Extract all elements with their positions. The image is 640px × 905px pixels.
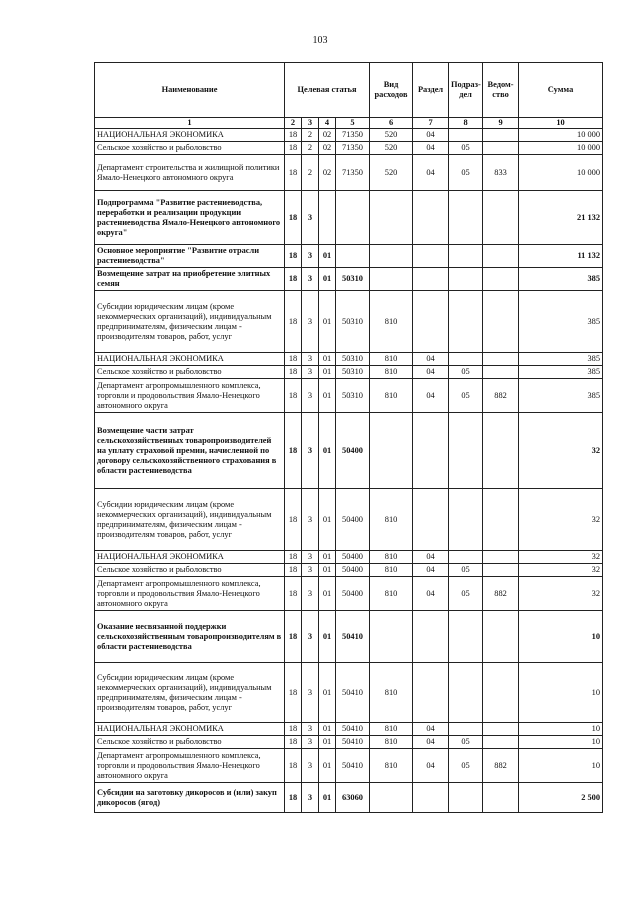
subsection-cell (449, 291, 483, 353)
department-cell (483, 736, 519, 749)
section-cell (413, 783, 449, 813)
expense-type-cell: 520 (370, 129, 413, 142)
table-row (95, 268, 603, 291)
target-code-3: 01 (319, 268, 336, 291)
target-code-1: 18 (285, 129, 302, 142)
expense-type-cell: 810 (370, 291, 413, 353)
department-cell (483, 611, 519, 663)
name-cell: Сельское хозяйство и рыболовство (95, 366, 285, 379)
subsection-cell (449, 353, 483, 366)
department-cell (483, 723, 519, 736)
target-code-4: 50400 (336, 413, 370, 489)
department-cell (483, 783, 519, 813)
target-code-3: 01 (319, 577, 336, 611)
target-code-1: 18 (285, 191, 302, 245)
department-cell: 882 (483, 749, 519, 783)
section-cell: 04 (413, 353, 449, 366)
target-code-2: 3 (302, 723, 319, 736)
target-code-4: 50400 (336, 489, 370, 551)
table-row (95, 663, 603, 723)
target-code-4: 50410 (336, 736, 370, 749)
expense-type-cell: 520 (370, 155, 413, 191)
target-code-3: 01 (319, 749, 336, 783)
name-cell: НАЦИОНАЛЬНАЯ ЭКОНОМИКА (95, 551, 285, 564)
table-row (95, 379, 603, 413)
expense-type-cell: 810 (370, 577, 413, 611)
expense-type-cell: 810 (370, 551, 413, 564)
name-cell: Сельское хозяйство и рыболовство (95, 736, 285, 749)
subsection-cell (449, 129, 483, 142)
target-code-4: 71350 (336, 155, 370, 191)
target-code-2: 3 (302, 489, 319, 551)
table-row (95, 783, 603, 813)
target-code-4: 50410 (336, 611, 370, 663)
target-code-3: 01 (319, 291, 336, 353)
target-code-2: 3 (302, 366, 319, 379)
department-cell (483, 366, 519, 379)
department-cell (483, 564, 519, 577)
sum-cell: 32 (519, 413, 603, 489)
column-number: 8 (449, 118, 483, 129)
expense-type-cell (370, 245, 413, 268)
sum-cell: 21 132 (519, 191, 603, 245)
expense-type-cell: 810 (370, 366, 413, 379)
table-row (95, 155, 603, 191)
section-cell: 04 (413, 723, 449, 736)
expense-type-cell: 810 (370, 663, 413, 723)
department-cell (483, 489, 519, 551)
target-code-2: 3 (302, 564, 319, 577)
subsection-cell (449, 191, 483, 245)
target-code-4: 71350 (336, 142, 370, 155)
section-cell: 04 (413, 366, 449, 379)
subsection-cell: 05 (449, 564, 483, 577)
expense-type-cell (370, 268, 413, 291)
column-number: 7 (413, 118, 449, 129)
name-cell: Сельское хозяйство и рыболовство (95, 564, 285, 577)
department-cell (483, 353, 519, 366)
department-cell (483, 551, 519, 564)
table-row (95, 413, 603, 489)
department-cell (483, 663, 519, 723)
column-number: 6 (370, 118, 413, 129)
target-code-2: 3 (302, 291, 319, 353)
target-code-1: 18 (285, 245, 302, 268)
target-code-1: 18 (285, 413, 302, 489)
subsection-cell (449, 551, 483, 564)
target-code-4: 50310 (336, 353, 370, 366)
target-code-2: 3 (302, 413, 319, 489)
target-code-2: 3 (302, 749, 319, 783)
subsection-cell (449, 663, 483, 723)
target-code-2: 3 (302, 379, 319, 413)
target-code-1: 18 (285, 379, 302, 413)
target-code-3: 01 (319, 366, 336, 379)
section-cell (413, 663, 449, 723)
expense-type-cell: 810 (370, 379, 413, 413)
target-code-1: 18 (285, 268, 302, 291)
target-code-4: 50310 (336, 291, 370, 353)
table-row (95, 551, 603, 564)
name-cell: НАЦИОНАЛЬНАЯ ЭКОНОМИКА (95, 353, 285, 366)
target-code-1: 18 (285, 723, 302, 736)
sum-cell: 385 (519, 291, 603, 353)
column-number: 4 (319, 118, 336, 129)
target-code-4: 71350 (336, 129, 370, 142)
target-code-3: 01 (319, 353, 336, 366)
target-code-4 (336, 245, 370, 268)
sum-cell: 10 000 (519, 142, 603, 155)
name-cell: НАЦИОНАЛЬНАЯ ЭКОНОМИКА (95, 129, 285, 142)
name-cell: НАЦИОНАЛЬНАЯ ЭКОНОМИКА (95, 723, 285, 736)
subsection-cell (449, 611, 483, 663)
target-code-1: 18 (285, 551, 302, 564)
sum-cell: 10 (519, 723, 603, 736)
department-cell: 882 (483, 577, 519, 611)
target-code-3: 01 (319, 564, 336, 577)
target-code-2: 3 (302, 736, 319, 749)
column-numbers-row (95, 118, 603, 129)
target-code-1: 18 (285, 291, 302, 353)
target-code-1: 18 (285, 783, 302, 813)
target-code-1: 18 (285, 155, 302, 191)
name-cell: Подпрограмма "Развитие растениеводства, переработки и реализации продукции растениеводства Ямало-Ненецкого автономного округа" (95, 191, 285, 245)
subsection-cell: 05 (449, 736, 483, 749)
target-code-4: 50410 (336, 663, 370, 723)
header-sum: Сумма (519, 63, 603, 118)
name-cell: Субсидии юридическим лицам (кроме некоммерческих организаций), индивидуальным предпринимателям, физическим лицам - производителям товаров, работ, услуг (95, 663, 285, 723)
section-cell: 04 (413, 379, 449, 413)
expense-type-cell: 810 (370, 353, 413, 366)
department-cell (483, 245, 519, 268)
subsection-cell: 05 (449, 749, 483, 783)
target-code-2: 2 (302, 142, 319, 155)
target-code-3: 01 (319, 783, 336, 813)
budget-table (94, 62, 603, 813)
department-cell (483, 413, 519, 489)
target-code-1: 18 (285, 564, 302, 577)
table-header-row (95, 63, 603, 118)
target-code-4 (336, 191, 370, 245)
sum-cell: 385 (519, 379, 603, 413)
name-cell: Возмещение затрат на приобретение элитных семян (95, 268, 285, 291)
target-code-3: 02 (319, 129, 336, 142)
target-code-3 (319, 191, 336, 245)
expense-type-cell (370, 611, 413, 663)
target-code-1: 18 (285, 577, 302, 611)
target-code-4: 50310 (336, 366, 370, 379)
target-code-4: 50310 (336, 379, 370, 413)
section-cell (413, 489, 449, 551)
subsection-cell: 05 (449, 142, 483, 155)
name-cell: Основное мероприятие "Развитие отрасли растениеводства" (95, 245, 285, 268)
table-row (95, 129, 603, 142)
target-code-3: 01 (319, 551, 336, 564)
header-subsection: Подраз-дел (449, 63, 483, 118)
sum-cell: 32 (519, 489, 603, 551)
target-code-3: 01 (319, 611, 336, 663)
sum-cell: 10 (519, 749, 603, 783)
table-row (95, 577, 603, 611)
sum-cell: 32 (519, 564, 603, 577)
target-code-2: 3 (302, 191, 319, 245)
target-code-3: 01 (319, 663, 336, 723)
sum-cell: 10 000 (519, 155, 603, 191)
sum-cell: 385 (519, 353, 603, 366)
target-code-2: 2 (302, 129, 319, 142)
name-cell: Оказание несвязанной поддержки сельскохозяйственным товаропроизводителям в области растениеводства (95, 611, 285, 663)
target-code-4: 63060 (336, 783, 370, 813)
subsection-cell (449, 723, 483, 736)
sum-cell: 2 500 (519, 783, 603, 813)
department-cell (483, 129, 519, 142)
department-cell: 882 (483, 379, 519, 413)
target-code-3: 01 (319, 413, 336, 489)
expense-type-cell: 810 (370, 736, 413, 749)
section-cell: 04 (413, 736, 449, 749)
name-cell: Департамент агропромышленного комплекса, торговли и продовольствия Ямало-Ненецкого автономного округа (95, 379, 285, 413)
table-row (95, 749, 603, 783)
section-cell: 04 (413, 142, 449, 155)
table-row (95, 611, 603, 663)
target-code-1: 18 (285, 749, 302, 783)
target-code-1: 18 (285, 736, 302, 749)
table-row (95, 291, 603, 353)
table-row (95, 191, 603, 245)
target-code-2: 3 (302, 783, 319, 813)
target-code-3: 01 (319, 736, 336, 749)
subsection-cell (449, 268, 483, 291)
subsection-cell: 05 (449, 577, 483, 611)
target-code-4: 50410 (336, 723, 370, 736)
department-cell: 833 (483, 155, 519, 191)
column-number: 1 (95, 118, 285, 129)
sum-cell: 10 000 (519, 129, 603, 142)
target-code-1: 18 (285, 366, 302, 379)
header-section: Раздел (413, 63, 449, 118)
section-cell: 04 (413, 551, 449, 564)
section-cell: 04 (413, 129, 449, 142)
department-cell (483, 291, 519, 353)
subsection-cell (449, 245, 483, 268)
section-cell: 04 (413, 564, 449, 577)
target-code-1: 18 (285, 353, 302, 366)
page-number: 103 (312, 35, 328, 46)
table-row (95, 353, 603, 366)
target-code-3: 01 (319, 489, 336, 551)
header-expense-type: Вид расходов (370, 63, 413, 118)
section-cell (413, 245, 449, 268)
subsection-cell: 05 (449, 379, 483, 413)
sum-cell: 10 (519, 663, 603, 723)
section-cell: 04 (413, 577, 449, 611)
section-cell: 04 (413, 155, 449, 191)
target-code-2: 3 (302, 268, 319, 291)
table-row (95, 489, 603, 551)
department-cell (483, 268, 519, 291)
subsection-cell: 05 (449, 155, 483, 191)
sum-cell: 10 (519, 611, 603, 663)
header-name: Наименование (95, 63, 285, 118)
table-body (95, 129, 603, 813)
subsection-cell (449, 783, 483, 813)
expense-type-cell (370, 783, 413, 813)
name-cell: Субсидии на заготовку дикоросов и (или) закуп дикоросов (ягод) (95, 783, 285, 813)
sum-cell: 385 (519, 268, 603, 291)
sum-cell: 32 (519, 577, 603, 611)
target-code-3: 01 (319, 245, 336, 268)
header-target: Целевая статья (285, 63, 370, 118)
sum-cell: 10 (519, 736, 603, 749)
target-code-4: 50400 (336, 551, 370, 564)
target-code-1: 18 (285, 611, 302, 663)
subsection-cell (449, 413, 483, 489)
column-number: 5 (336, 118, 370, 129)
target-code-3: 01 (319, 379, 336, 413)
column-number: 10 (519, 118, 603, 129)
expense-type-cell: 810 (370, 564, 413, 577)
subsection-cell (449, 489, 483, 551)
table-row (95, 723, 603, 736)
section-cell (413, 291, 449, 353)
target-code-3: 02 (319, 155, 336, 191)
name-cell: Субсидии юридическим лицам (кроме некоммерческих организаций), индивидуальным предпринимателям, физическим лицам - производителям товаров, работ, услуг (95, 291, 285, 353)
name-cell: Сельское хозяйство и рыболовство (95, 142, 285, 155)
section-cell (413, 268, 449, 291)
department-cell (483, 191, 519, 245)
expense-type-cell: 810 (370, 489, 413, 551)
section-cell (413, 413, 449, 489)
column-number: 2 (285, 118, 302, 129)
section-cell (413, 191, 449, 245)
target-code-4: 50310 (336, 268, 370, 291)
column-number: 9 (483, 118, 519, 129)
target-code-2: 3 (302, 663, 319, 723)
department-cell (483, 142, 519, 155)
target-code-2: 2 (302, 155, 319, 191)
sum-cell: 11 132 (519, 245, 603, 268)
target-code-3: 02 (319, 142, 336, 155)
expense-type-cell: 810 (370, 749, 413, 783)
target-code-2: 3 (302, 245, 319, 268)
table-row (95, 366, 603, 379)
target-code-1: 18 (285, 142, 302, 155)
header-department: Ведом-ство (483, 63, 519, 118)
name-cell: Департамент агропромышленного комплекса, торговли и продовольствия Ямало-Ненецкого автономного округа (95, 749, 285, 783)
expense-type-cell (370, 413, 413, 489)
name-cell: Департамент агропромышленного комплекса, торговли и продовольствия Ямало-Ненецкого автономного округа (95, 577, 285, 611)
target-code-1: 18 (285, 663, 302, 723)
expense-type-cell: 810 (370, 723, 413, 736)
target-code-1: 18 (285, 489, 302, 551)
table-row (95, 736, 603, 749)
target-code-4: 50410 (336, 749, 370, 783)
target-code-2: 3 (302, 577, 319, 611)
section-cell: 04 (413, 749, 449, 783)
target-code-4: 50400 (336, 577, 370, 611)
column-number: 3 (302, 118, 319, 129)
name-cell: Возмещение части затрат сельскохозяйственных товаропроизводителей на уплату страховой премии, начисленной по договору сельскохозяйственного страхования в области растениеводства (95, 413, 285, 489)
expense-type-cell (370, 191, 413, 245)
target-code-3: 01 (319, 723, 336, 736)
name-cell: Департамент строительства и жилищной политики Ямало-Ненецкого автономного округа (95, 155, 285, 191)
expense-type-cell: 520 (370, 142, 413, 155)
sum-cell: 385 (519, 366, 603, 379)
section-cell (413, 611, 449, 663)
target-code-2: 3 (302, 611, 319, 663)
name-cell: Субсидии юридическим лицам (кроме некоммерческих организаций), индивидуальным предпринимателям, физическим лицам - производителям товаров, работ, услуг (95, 489, 285, 551)
table-row (95, 142, 603, 155)
subsection-cell: 05 (449, 366, 483, 379)
target-code-2: 3 (302, 551, 319, 564)
sum-cell: 32 (519, 551, 603, 564)
table-row (95, 245, 603, 268)
target-code-4: 50400 (336, 564, 370, 577)
target-code-2: 3 (302, 353, 319, 366)
table-row (95, 564, 603, 577)
